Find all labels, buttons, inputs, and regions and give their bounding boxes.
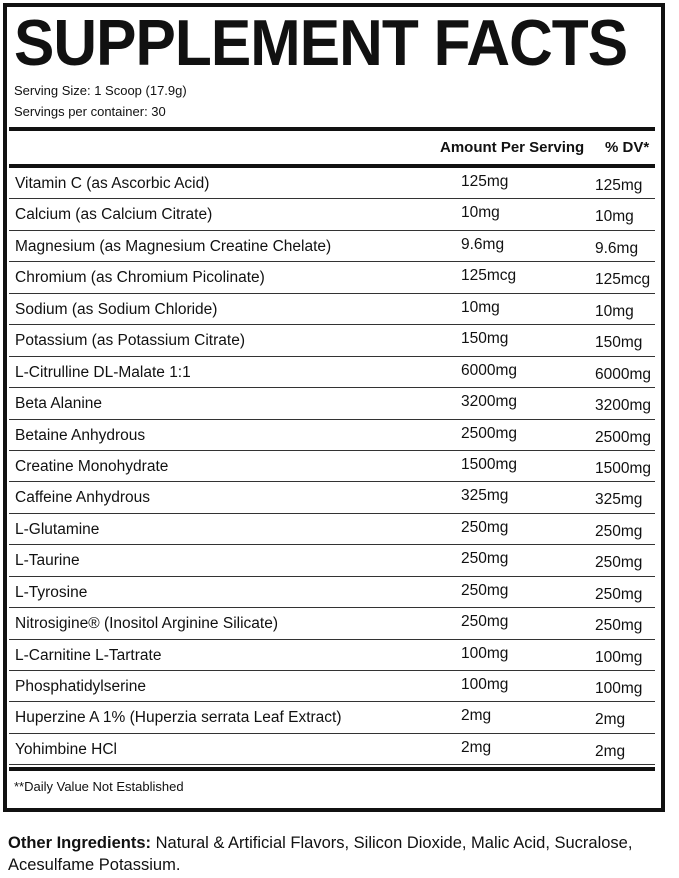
nutrient-dv: 250mg — [595, 585, 643, 603]
nutrient-name: Sodium (as Sodium Chloride) — [15, 300, 218, 318]
nutrient-name: Nitrosigine® (Inositol Arginine Silicate) — [15, 615, 278, 633]
nutrient-amount: 6000mg — [461, 361, 518, 379]
table-row — [9, 577, 655, 608]
nutrient-amount: 250mg — [461, 613, 509, 631]
nutrient-name: Vitamin C (as Ascorbic Acid) — [15, 175, 210, 192]
table-row — [9, 482, 655, 513]
nutrient-name: L-Glutamine — [15, 520, 100, 538]
nutrient-dv: 1500mg — [595, 459, 652, 477]
nutrient-dv: 250mg — [595, 617, 643, 635]
nutrient-amount: 9.6mg — [461, 235, 505, 253]
nutrient-dv: 250mg — [595, 522, 643, 540]
nutrient-amount: 2mg — [461, 738, 492, 756]
nutrient-name: L-Citrulline DL-Malate 1:1 — [15, 363, 191, 381]
nutrient-dv: 100mg — [595, 680, 643, 697]
other-ingredients-label: Other Ingredients: — [8, 834, 152, 852]
nutrient-amount: 150mg — [461, 330, 509, 348]
nutrient-amount: 250mg — [461, 518, 509, 536]
amount-per-serving-header: Amount Per Serving — [440, 139, 585, 156]
nutrient-name: Huperzine A 1% (Huperzia serrata Leaf Extract) — [15, 709, 342, 727]
nutrient-dv: 9.6mg — [595, 239, 639, 257]
nutrient-name: Chromium (as Chromium Picolinate) — [15, 269, 265, 287]
nutrient-amount: 3200mg — [461, 393, 518, 411]
nutrient-amount: 125mg — [461, 173, 509, 190]
daily-value-header: % DV* — [605, 139, 650, 156]
nutrient-name: Yohimbine HCl — [15, 740, 117, 758]
table-row — [9, 357, 655, 388]
nutrient-amount: 250mg — [461, 550, 509, 568]
table-row — [9, 231, 655, 262]
table-row — [9, 702, 655, 733]
nutrient-dv: 10mg — [595, 208, 634, 226]
nutrient-amount: 100mg — [461, 676, 509, 693]
nutrient-name: Caffeine Anhydrous — [15, 489, 151, 507]
nutrient-dv: 250mg — [595, 554, 643, 572]
nutrient-table — [9, 168, 655, 765]
table-row — [9, 545, 655, 576]
table-row — [9, 451, 655, 482]
nutrient-name: L-Carnitine L-Tartrate — [15, 646, 162, 664]
nutrient-amount: 325mg — [461, 487, 509, 505]
table-row — [9, 640, 655, 671]
nutrient-dv: 6000mg — [595, 365, 652, 383]
nutrient-dv: 3200mg — [595, 397, 652, 415]
header-divider-top — [9, 127, 655, 131]
nutrient-dv: 125mcg — [595, 271, 651, 289]
table-row — [9, 734, 655, 765]
table-row — [9, 262, 655, 293]
nutrient-name: Betaine Anhydrous — [15, 426, 146, 444]
nutrient-dv: 10mg — [595, 302, 634, 320]
nutrient-dv: 125mg — [595, 177, 643, 194]
table-row — [9, 608, 655, 639]
nutrient-amount: 10mg — [461, 204, 500, 222]
servings-per-container: Servings per container: 30 — [14, 104, 166, 119]
nutrient-name: L-Tyrosine — [15, 583, 88, 601]
table-row — [9, 294, 655, 325]
nutrient-name: Phosphatidylserine — [15, 678, 146, 695]
other-ingredients — [8, 832, 676, 876]
nutrient-dv: 2mg — [595, 711, 626, 729]
panel-title: SUPPLEMENT FACTS — [14, 6, 628, 79]
nutrient-amount: 2mg — [461, 707, 492, 725]
nutrient-amount: 2500mg — [461, 424, 518, 442]
nutrient-dv: 2500mg — [595, 428, 652, 446]
nutrient-dv: 150mg — [595, 334, 643, 352]
table-row — [9, 420, 655, 451]
table-row — [9, 325, 655, 356]
table-row — [9, 671, 655, 702]
nutrient-amount: 125mcg — [461, 267, 517, 285]
nutrient-name: Potassium (as Potassium Citrate) — [15, 332, 245, 350]
table-divider-bottom — [9, 767, 655, 771]
nutrient-amount: 1500mg — [461, 455, 518, 473]
nutrient-amount: 10mg — [461, 298, 500, 316]
table-row — [9, 514, 655, 545]
table-row — [9, 199, 655, 230]
nutrient-name: Magnesium (as Magnesium Creatine Chelate) — [15, 237, 332, 255]
footnote: **Daily Value Not Established — [14, 779, 184, 794]
nutrient-name: Creatine Monohydrate — [15, 457, 169, 475]
nutrient-name: Calcium (as Calcium Citrate) — [15, 206, 213, 224]
other-ingredients-text: Natural & Artificial Flavors, Silicon Dioxide, Malic Acid, Sucralose, Acesulfame Potassium. — [8, 834, 633, 874]
nutrient-amount: 250mg — [461, 581, 509, 599]
nutrient-name: L-Taurine — [15, 552, 80, 570]
nutrient-name: Beta Alanine — [15, 395, 103, 413]
table-row — [9, 168, 655, 199]
serving-size: Serving Size: 1 Scoop (17.9g) — [14, 83, 187, 98]
nutrient-dv: 100mg — [595, 648, 643, 666]
nutrient-dv: 2mg — [595, 742, 626, 760]
nutrient-dv: 325mg — [595, 491, 643, 509]
nutrient-amount: 100mg — [461, 644, 509, 662]
table-row — [9, 388, 655, 419]
